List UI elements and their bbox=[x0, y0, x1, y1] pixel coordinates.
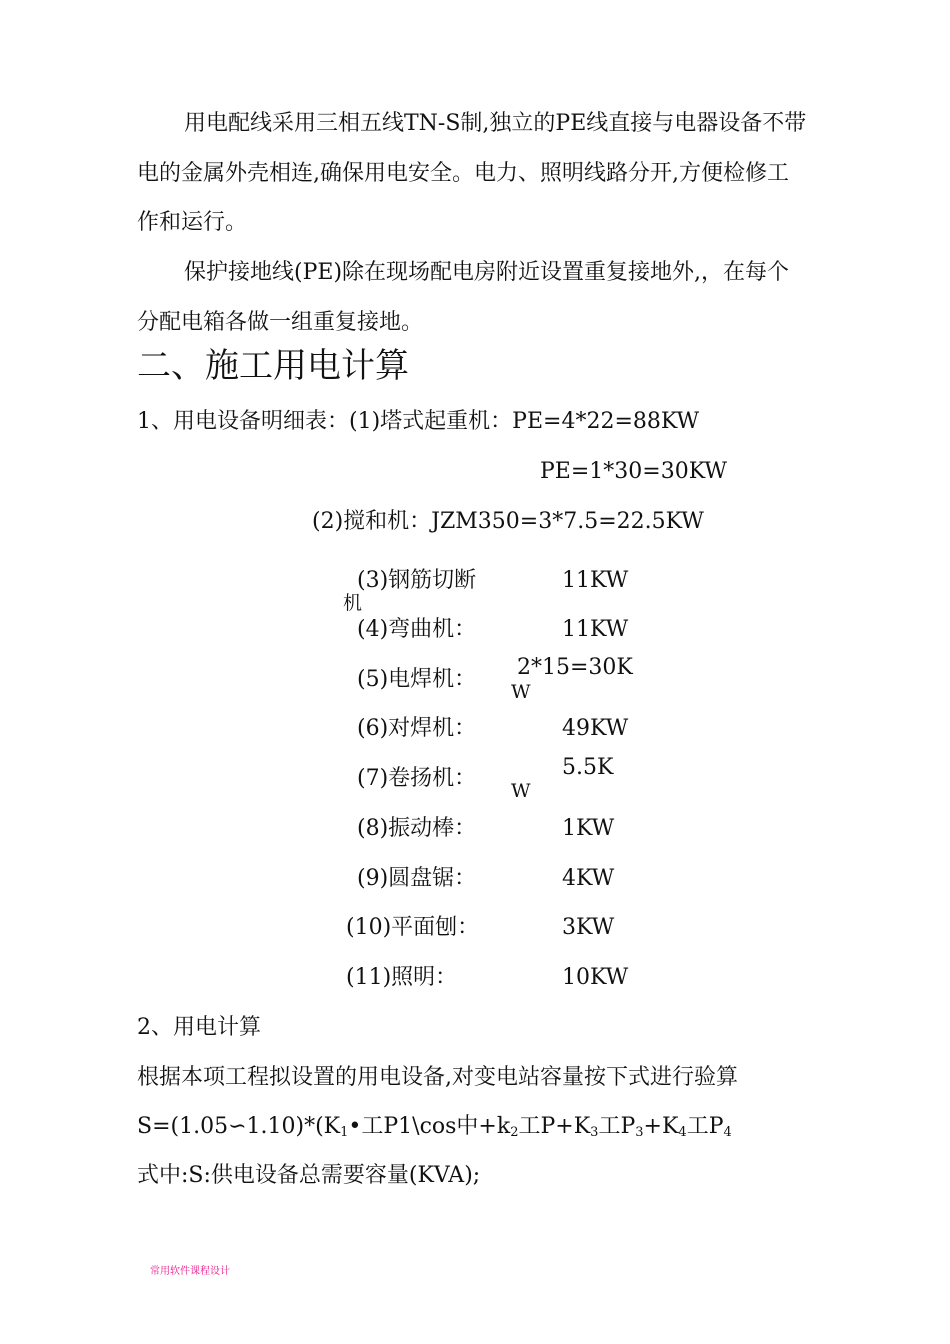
equipment-item-label: (11)照明： bbox=[346, 965, 458, 990]
equipment-item-value: 49KW bbox=[562, 716, 629, 741]
formula-part: •工P1\cos中+k bbox=[348, 1114, 511, 1139]
equipment-item-value: 4KW bbox=[562, 866, 615, 891]
paragraph-2-line-2: 分配电箱各做一组重复接地。 bbox=[137, 310, 424, 335]
paragraph-1-line-3: 作和运行。 bbox=[137, 210, 248, 235]
equipment-item-value: 11KW bbox=[562, 568, 629, 593]
equipment-item-label: (5)电焊机： bbox=[357, 667, 477, 692]
calc-definition: 式中:S:供电设备总需要容量(KVA); bbox=[137, 1163, 481, 1188]
equipment-item-value: 3KW bbox=[562, 915, 615, 940]
paragraph-1-line-2: 电的金属外壳相连,确保用电安全。电力、照明线路分开,方便检修工 bbox=[137, 161, 789, 186]
equipment-item-value: 1KW bbox=[562, 816, 615, 841]
tower-crane-line-2: PE=1*30=30KW bbox=[540, 459, 727, 484]
equipment-item-label: (8)振动棒： bbox=[357, 816, 477, 841]
calc-text: 根据本项工程拟设置的用电设备,对变电站容量按下式进行验算 bbox=[137, 1065, 738, 1090]
equipment-item-value: 2*15=30K bbox=[517, 655, 633, 680]
equipment-item-label: (9)圆盘锯： bbox=[357, 866, 477, 891]
equipment-item-value: 5.5K bbox=[562, 755, 614, 780]
equipment-item-value-tail: W bbox=[511, 780, 531, 802]
formula-subscript: 4 bbox=[678, 1125, 687, 1140]
formula-part: 工P+K bbox=[518, 1114, 591, 1139]
equipment-item-label-tail: 机 bbox=[343, 592, 363, 614]
formula-subscript: 1 bbox=[340, 1125, 349, 1140]
equipment-item-label: (6)对焊机： bbox=[357, 716, 477, 741]
formula-part: 工P bbox=[686, 1114, 724, 1139]
calc-heading: 2、用电计算 bbox=[137, 1015, 261, 1040]
equipment-item-label: (10)平面刨： bbox=[346, 915, 480, 940]
mixer-line: (2)搅和机：JZM350=3*7.5=22.5KW bbox=[312, 509, 704, 534]
paragraph-2-line-1: 保护接地线(PE)除在现场配电房附近设置重复接地外,，在每个 bbox=[184, 260, 790, 285]
formula-subscript: 2 bbox=[510, 1125, 519, 1140]
equipment-item-label: (4)弯曲机： bbox=[357, 617, 477, 642]
formula-subscript: 3 bbox=[590, 1125, 599, 1140]
equipment-item-value: 10KW bbox=[562, 965, 629, 990]
page-footer: 常用软件课程设计 bbox=[150, 1266, 230, 1277]
equipment-intro: 1、用电设备明细表：(1)塔式起重机：PE=4*22=88KW bbox=[137, 409, 700, 434]
formula-subscript: 4 bbox=[723, 1125, 732, 1140]
equipment-item-label: (3)钢筋切断 bbox=[357, 568, 477, 593]
calc-formula bbox=[137, 1113, 732, 1147]
equipment-item-value: 11KW bbox=[562, 617, 629, 642]
formula-part: S=(1.05∽1.10)*(K bbox=[137, 1114, 341, 1139]
formula-subscript: 3 bbox=[635, 1125, 644, 1140]
paragraph-1-line-1: 用电配线采用三相五线TN-S制,独立的PE线直接与电器设备不带 bbox=[184, 111, 807, 136]
formula-part: 工P bbox=[598, 1114, 636, 1139]
equipment-item-label: (7)卷扬机： bbox=[357, 766, 477, 791]
equipment-item-value-tail: W bbox=[511, 681, 531, 703]
section-heading: 二、施工用电计算 bbox=[137, 346, 409, 386]
formula-part: +K bbox=[643, 1114, 679, 1139]
